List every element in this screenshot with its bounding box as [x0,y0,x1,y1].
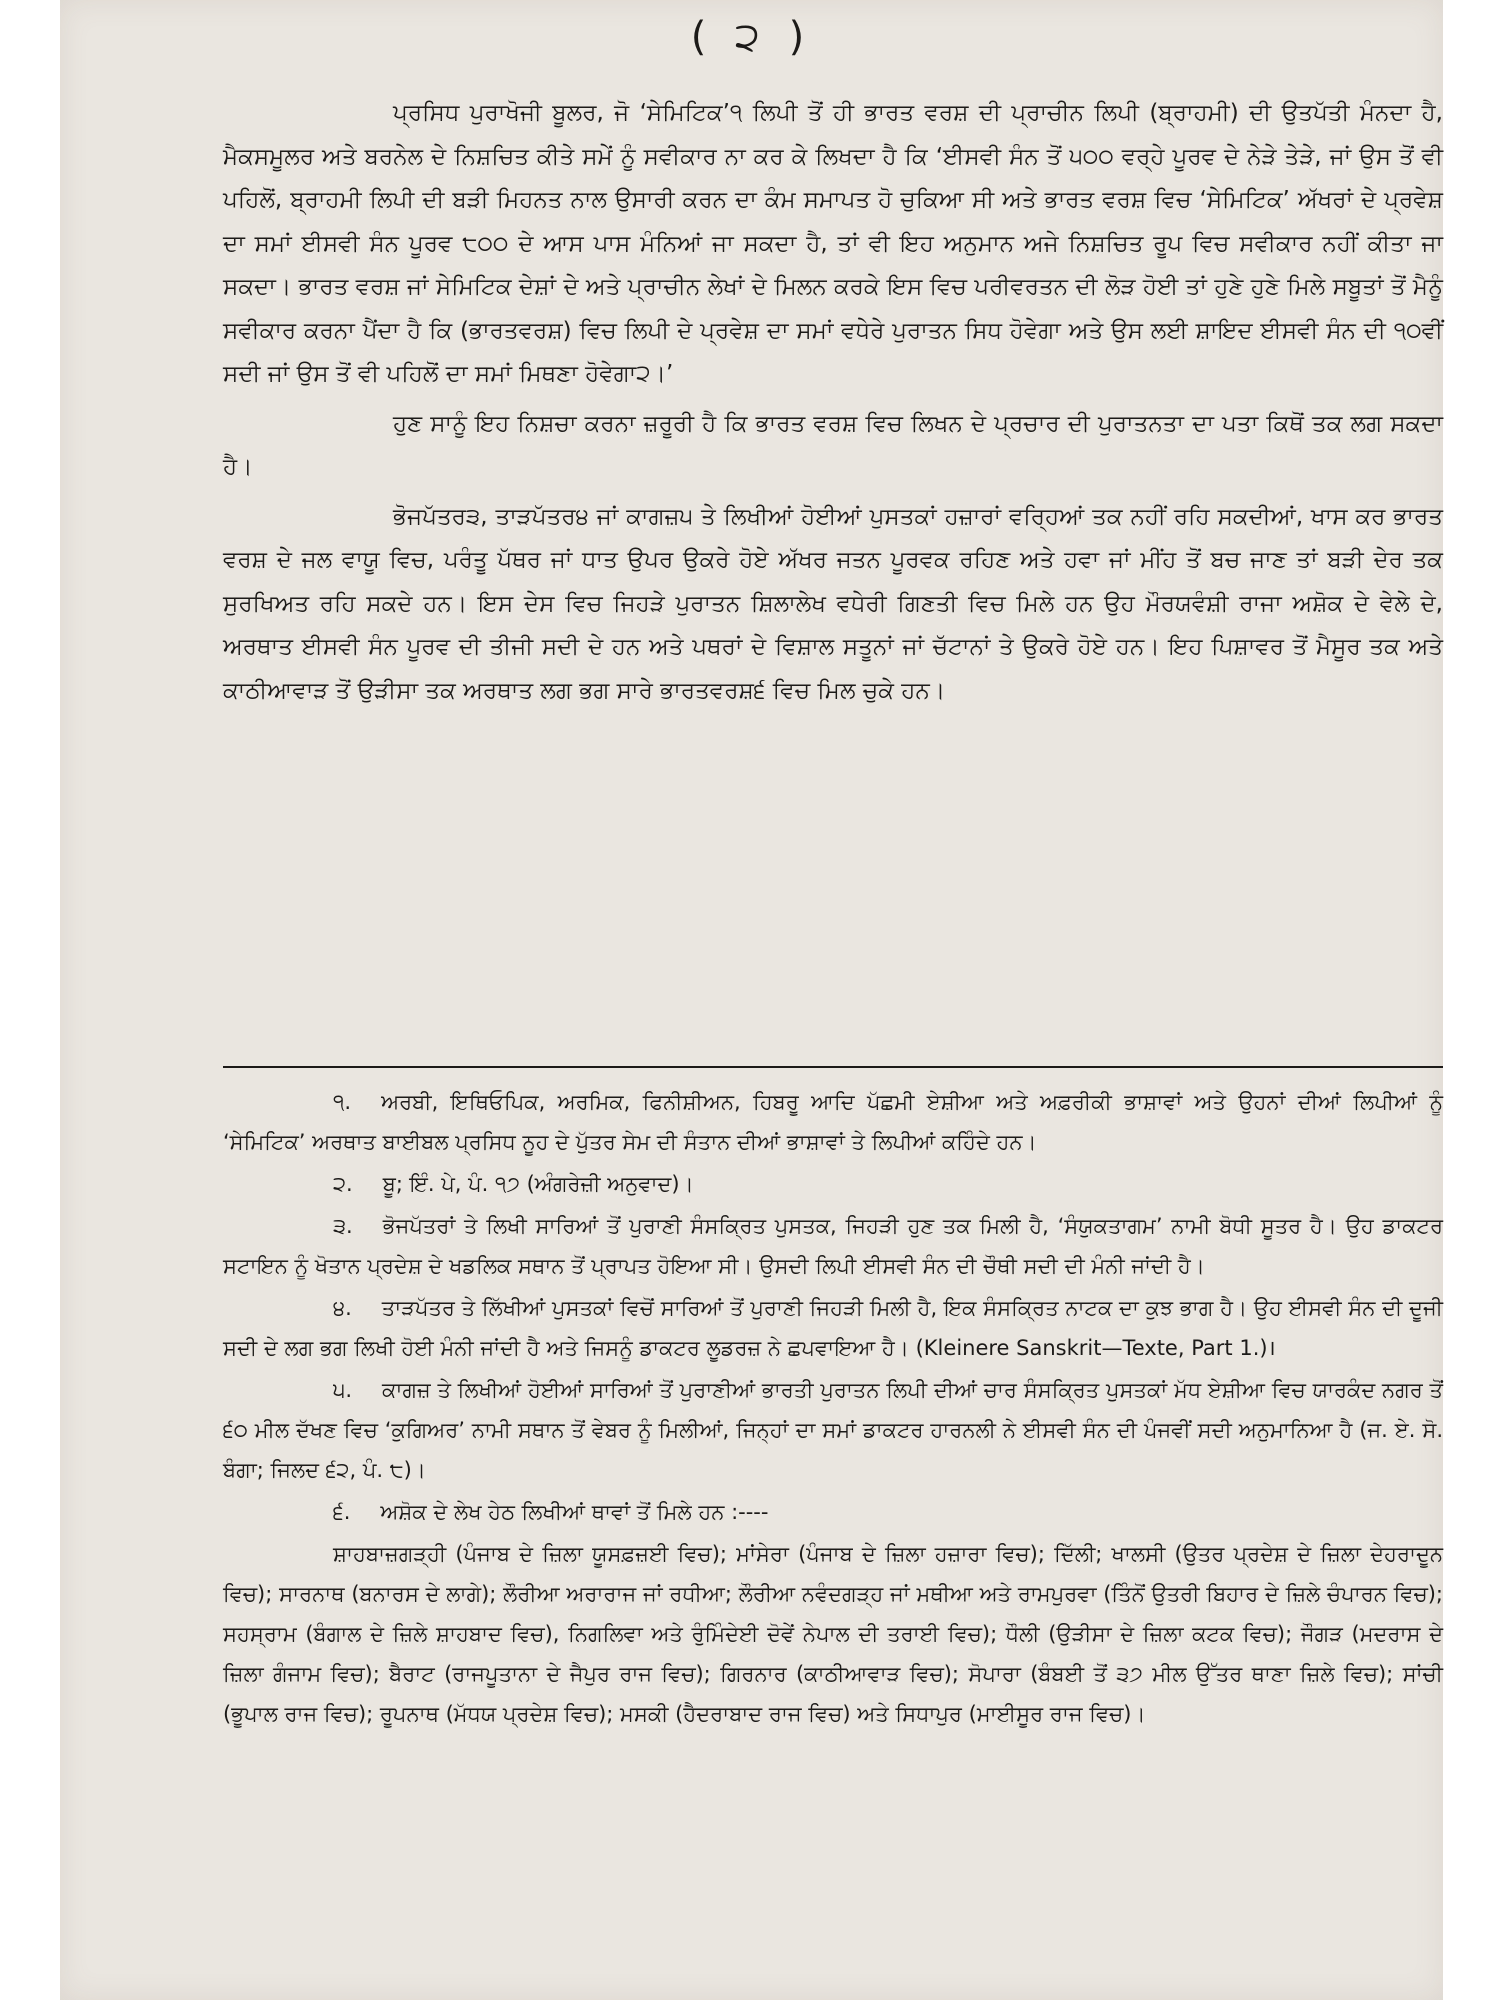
page-number: ( ੨ ) [690,14,813,60]
main-text [223,92,1443,719]
footnote-divider [223,1066,1443,1068]
footnote-text: ਅਰਬੀ, ਇਥਿਓਪਿਕ, ਅਰਮਿਕ, ਫਿਨੀਸ਼ੀਅਨ, ਹਿਬਰੂ ਆਦਿ ਪੱਛਮੀ ਏਸ਼ੀਆ ਅਤੇ ਅਫ਼ਰੀਕੀ ਭਾਸ਼ਾਵਾਂ ਅਤੇ ਉਹਨਾਂ ਦੀਆਂ ਲਿਪੀਆਂ ਨੂੰ ‘ਸੇਮਿਟਿਕ’ ਅਰਥਾਤ ਬਾਈਬਲ ਪ੍ਰਸਿਧ ਨੂਹ ਦੇ ਪੁੱਤਰ ਸੇਮ ਦੀ ਸੰਤਾਨ ਦੀਆਂ ਭਾਸ਼ਾਵਾਂ ਤੇ ਲਿਪੀਆਂ ਕਹਿੰਦੇ ਹਨ। [223,1090,1443,1154]
footnote [223,1082,1443,1162]
footnote [223,1164,1443,1204]
footnote-text: ਬੂ; ਇੰ. ਪੇ, ਪੰ. ੧੭ (ਅੰਗਰੇਜ਼ੀ ਅਨੁਵਾਦ)। [382,1172,694,1196]
footnote [223,1492,1443,1532]
footnote-number: ੨. [333,1172,353,1196]
footnote-number: ੬. [333,1500,351,1524]
footnote-locations-list: ਸ਼ਾਹਬਾਜ਼ਗੜ੍ਹੀ (ਪੰਜਾਬ ਦੇ ਜ਼ਿਲਾ ਯੂਸਫ਼ਜ਼ਈ ਵਿਚ); ਮਾਂਸੇਰਾ (ਪੰਜਾਬ ਦੇ ਜ਼ਿਲਾ ਹਜ਼ਾਰਾ ਵਿਚ); ਦਿੱਲੀ; ਖਾਲਸੀ (ਉਤਰ ਪ੍ਰਦੇਸ਼ ਦੇ ਜ਼ਿਲਾ ਦੇਹਰਾਦੂਨ ਵਿਚ); ਸਾਰਨਾਥ (ਬਨਾਰਸ ਦੇ ਲਾਗੇ); ਲੌਰੀਆ ਅਰਾਰਾਜ ਜਾਂ ਰਧੀਆ; ਲੌਰੀਆ ਨਵੰਦਗੜ੍ਹ ਜਾਂ ਮਥੀਆ ਅਤੇ ਰਾਮਪੁਰਵਾ (ਤਿੰਨੋਂ ਉਤਰੀ ਬਿਹਾਰ ਦੇ ਜ਼ਿਲੇ ਚੰਪਾਰਨ ਵਿਚ); ਸਹਸ੍ਰਾਮ (ਬੰਗਾਲ ਦੇ ਜ਼ਿਲੇ ਸ਼ਾਹਬਾਦ ਵਿਚ), ਨਿਗਲਿਵਾ ਅਤੇ ਰੁੰਮਿੰਦੇਈ ਦੋਵੇਂ ਨੇਪਾਲ ਦੀ ਤਰਾਈ ਵਿਚ); ਧੌਲੀ (ਉੜੀਸਾ ਦੇ ਜ਼ਿਲਾ ਕਟਕ ਵਿਚ); ਜੌਗੜ (ਮਦਰਾਸ ਦੇ ਜ਼ਿਲਾ ਗੰਜਾਮ ਵਿਚ); ਬੈਰਾਟ (ਰਾਜਪੂਤਾਨਾ ਦੇ ਜੈਪੁਰ ਰਾਜ ਵਿਚ); ਗਿਰਨਾਰ (ਕਾਠੀਆਵਾੜ ਵਿਚ); ਸੋਪਾਰਾ (ਬੰਬਈ ਤੋਂ ੩੭ ਮੀਲ ਉੱਤਰ ਥਾਣਾ ਜ਼ਿਲੇ ਵਿਚ); ਸਾਂਚੀ (ਭੂਪਾਲ ਰਾਜ ਵਿਚ); ਰੂਪਨਾਥ (ਮੱਧਯ ਪ੍ਰਦੇਸ਼ ਵਿਚ); ਮਸਕੀ (ਹੈਦਰਾਬਾਦ ਰਾਜ ਵਿਚ) ਅਤੇ ਸਿਧਾਪੁਰ (ਮਾਈਸੂਰ ਰਾਜ ਵਿਚ)। [223,1542,1443,1726]
paragraph: ਪ੍ਰਸਿਧ ਪੁਰਾਖੋਜੀ ਬੂਲਰ, ਜੋ ‘ਸੇਮਿਟਿਕ’੧ ਲਿਪੀ ਤੋਂ ਹੀ ਭਾਰਤ ਵਰਸ਼ ਦੀ ਪ੍ਰਾਚੀਨ ਲਿਪੀ (ਬ੍ਰਾਹਮੀ) ਦੀ ਉਤਪੱਤੀ ਮੰਨਦਾ ਹੈ, ਮੈਕਸਮੂਲਰ ਅਤੇ ਬਰਨੇਲ ਦੇ ਨਿਸ਼ਚਿਤ ਕੀਤੇ ਸਮੇਂ ਨੂੰ ਸਵੀਕਾਰ ਨਾ ਕਰ ਕੇ ਲਿਖਦਾ ਹੈ ਕਿ ‘ਈਸਵੀ ਸੰਨ ਤੋਂ ੫੦੦ ਵਰ੍ਹੇ ਪੂਰਵ ਦੇ ਨੇੜੇ ਤੇੜੇ, ਜਾਂ ਉਸ ਤੋਂ ਵੀ ਪਹਿਲੋਂ, ਬ੍ਰਾਹਮੀ ਲਿਪੀ ਦੀ ਬੜੀ ਮਿਹਨਤ ਨਾਲ ਉਸਾਰੀ ਕਰਨ ਦਾ ਕੰਮ ਸਮਾਪਤ ਹੋ ਚੁਕਿਆ ਸੀ ਅਤੇ ਭਾਰਤ ਵਰਸ਼ ਵਿਚ ‘ਸੇਮਿਟਿਕ’ ਅੱਖਰਾਂ ਦੇ ਪ੍ਰਵੇਸ਼ ਦਾ ਸਮਾਂ ਈਸਵੀ ਸੰਨ ਪੂਰਵ ੮੦੦ ਦੇ ਆਸ ਪਾਸ ਮੰਨਿਆਂ ਜਾ ਸਕਦਾ ਹੈ, ਤਾਂ ਵੀ ਇਹ ਅਨੁਮਾਨ ਅਜੇ ਨਿਸ਼ਚਿਤ ਰੂਪ ਵਿਚ ਸਵੀਕਾਰ ਨਹੀਂ ਕੀਤਾ ਜਾ ਸਕਦਾ। ਭਾਰਤ ਵਰਸ਼ ਜਾਂ ਸੇਮਿਟਿਕ ਦੇਸ਼ਾਂ ਦੇ ਅਤੇ ਪ੍ਰਾਚੀਨ ਲੇਖਾਂ ਦੇ ਮਿਲਨ ਕਰਕੇ ਇਸ ਵਿਚ ਪਰੀਵਰਤਨ ਦੀ ਲੋੜ ਹੋਈ ਤਾਂ ਹੁਣੇ ਹੁਣੇ ਮਿਲੇ ਸਬੂਤਾਂ ਤੋਂ ਮੈਨੂੰ ਸਵੀਕਾਰ ਕਰਨਾ ਪੈਂਦਾ ਹੈ ਕਿ (ਭਾਰਤਵਰਸ਼) ਵਿਚ ਲਿਪੀ ਦੇ ਪ੍ਰਵੇਸ਼ ਦਾ ਸਮਾਂ ਵਧੇਰੇ ਪੁਰਾਤਨ ਸਿਧ ਹੋਵੇਗਾ ਅਤੇ ਉਸ ਲਈ ਸ਼ਾਇਦ ਈਸਵੀ ਸੰਨ ਦੀ ੧੦ਵੀਂ ਸਦੀ ਜਾਂ ਉਸ ਤੋਂ ਵੀ ਪਹਿਲੋਂ ਦਾ ਸਮਾਂ ਮਿਥਣਾ ਹੋਵੇਗਾ੨।’ [223,100,1443,387]
footnote-number: ੩. [333,1214,353,1238]
footnotes [223,1082,1443,1734]
footnote-number: ੪. [333,1296,352,1320]
paragraph: ਹੁਣ ਸਾਨੂੰ ਇਹ ਨਿਸ਼ਚਾ ਕਰਨਾ ਜ਼ਰੂਰੀ ਹੈ ਕਿ ਭਾਰਤ ਵਰਸ਼ ਵਿਚ ਲਿਖਨ ਦੇ ਪ੍ਰਚਾਰ ਦੀ ਪੁਰਾਤਨਤਾ ਦਾ ਪਤਾ ਕਿਥੋਂ ਤਕ ਲਗ ਸਕਦਾ ਹੈ। [223,410,1443,480]
footnote-text: ਅਸ਼ੋਕ ਦੇ ਲੇਖ ਹੇਠ ਲਿਖੀਆਂ ਥਾਵਾਂ ਤੋਂ ਮਿਲੇ ਹਨ :---- [380,1500,769,1524]
footnote [223,1288,1443,1368]
book-page [60,0,1443,2000]
footnote-number: ੧. [333,1090,352,1114]
footnote-text: ਭੋਜਪੱਤਰਾਂ ਤੇ ਲਿਖੀ ਸਾਰਿਆਂ ਤੋਂ ਪੁਰਾਣੀ ਸੰਸਕ੍ਰਿਤ ਪੁਸਤਕ, ਜਿਹੜੀ ਹੁਣ ਤਕ ਮਿਲੀ ਹੈ, ‘ਸੰਯੁਕਤਾਗਮ’ ਨਾਮੀ ਬੋਧੀ ਸੂਤਰ ਹੈ। ਉਹ ਡਾਕਟਰ ਸਟਾਇਨ ਨੂੰ ਖੋਤਾਨ ਪ੍ਰਦੇਸ਼ ਦੇ ਖਡਲਿਕ ਸਥਾਨ ਤੋਂ ਪ੍ਰਾਪਤ ਹੋਇਆ ਸੀ। ਉਸਦੀ ਲਿਪੀ ਈਸਵੀ ਸੰਨ ਦੀ ਚੌਥੀ ਸਦੀ ਦੀ ਮੰਨੀ ਜਾਂਦੀ ਹੈ। [223,1214,1443,1278]
footnote [223,1206,1443,1286]
paragraph: ਭੋਜਪੱਤਰ੩, ਤਾੜਪੱਤਰ੪ ਜਾਂ ਕਾਗਜ਼੫ ਤੇ ਲਿਖੀਆਂ ਹੋਈਆਂ ਪੁਸਤਕਾਂ ਹਜ਼ਾਰਾਂ ਵਰ੍ਹਿਆਂ ਤਕ ਨਹੀਂ ਰਹਿ ਸਕਦੀਆਂ, ਖਾਸ ਕਰ ਭਾਰਤ ਵਰਸ਼ ਦੇ ਜਲ ਵਾਯੂ ਵਿਚ, ਪਰੰਤੂ ਪੱਥਰ ਜਾਂ ਧਾਤ ਉਪਰ ਉਕਰੇ ਹੋਏ ਅੱਖਰ ਜਤਨ ਪੂਰਵਕ ਰਹਿਣ ਅਤੇ ਹਵਾ ਜਾਂ ਮੀਂਹ ਤੋਂ ਬਚ ਜਾਣ ਤਾਂ ਬੜੀ ਦੇਰ ਤਕ ਸੁਰਖਿਅਤ ਰਹਿ ਸਕਦੇ ਹਨ। ਇਸ ਦੇਸ ਵਿਚ ਜਿਹੜੇ ਪੁਰਾਤਨ ਸ਼ਿਲਾਲੇਖ ਵਧੇਰੀ ਗਿਣਤੀ ਵਿਚ ਮਿਲੇ ਹਨ ਉਹ ਮੌਰਯਵੰਸ਼ੀ ਰਾਜਾ ਅਸ਼ੋਕ ਦੇ ਵੇਲੇ ਦੇ, ਅਰਥਾਤ ਈਸਵੀ ਸੰਨ ਪੂਰਵ ਦੀ ਤੀਜੀ ਸਦੀ ਦੇ ਹਨ ਅਤੇ ਪਥਰਾਂ ਦੇ ਵਿਸ਼ਾਲ ਸਤੂਨਾਂ ਜਾਂ ਚੱਟਾਨਾਂ ਤੇ ਉਕਰੇ ਹੋਏ ਹਨ। ਇਹ ਪਿਸ਼ਾਵਰ ਤੋਂ ਮੈਸੂਰ ਤਕ ਅਤੇ ਕਾਠੀਆਵਾੜ ਤੋਂ ਉੜੀਸਾ ਤਕ ਅਰਥਾਤ ਲਗ ਭਗ ਸਾਰੇ ਭਾਰਤਵਰਸ਼੬ ਵਿਚ ਮਿਲ ਚੁਕੇ ਹਨ। [223,503,1443,704]
footnote-text: ਕਾਗਜ਼ ਤੇ ਲਿਖੀਆਂ ਹੋਈਆਂ ਸਾਰਿਆਂ ਤੋਂ ਪੁਰਾਣੀਆਂ ਭਾਰਤੀ ਪੁਰਾਤਨ ਲਿਪੀ ਦੀਆਂ ਚਾਰ ਸੰਸਕ੍ਰਿਤ ਪੁਸਤਕਾਂ ਮੱਧ ਏਸ਼ੀਆ ਵਿਚ ਯਾਰਕੰਦ ਨਗਰ ਤੋਂ ੬੦ ਮੀਲ ਦੱਖਣ ਵਿਚ ‘ਕੁਗਿਅਰ’ ਨਾਮੀ ਸਥਾਨ ਤੋਂ ਵੇਬਰ ਨੂੰ ਮਿਲੀਆਂ, ਜਿਨ੍ਹਾਂ ਦਾ ਸਮਾਂ ਡਾਕਟਰ ਹਾਰਨਲੀ ਨੇ ਈਸਵੀ ਸੰਨ ਦੀ ਪੰਜਵੀਂ ਸਦੀ ਅਨੁਮਾਨਿਆ ਹੈ (ਜ. ਏ. ਸੋ. ਬੰਗਾ; ਜਿਲਦ ੬੨, ਪੰ. ੮)। [223,1378,1443,1482]
footnote-text: ਤਾੜਪੱਤਰ ਤੇ ਲਿੱਖੀਆਂ ਪੁਸਤਕਾਂ ਵਿਚੋਂ ਸਾਰਿਆਂ ਤੋਂ ਪੁਰਾਣੀ ਜਿਹੜੀ ਮਿਲੀ ਹੈ, ਇਕ ਸੰਸਕ੍ਰਿਤ ਨਾਟਕ ਦਾ ਕੁਝ ਭਾਗ ਹੈ। ਉਹ ਈਸਵੀ ਸੰਨ ਦੀ ਦੂਜੀ ਸਦੀ ਦੇ ਲਗ ਭਗ ਲਿਖੀ ਹੋਈ ਮੰਨੀ ਜਾਂਦੀ ਹੈ ਅਤੇ ਜਿਸਨੂੰ ਡਾਕਟਰ ਲੂਡਰਜ਼ ਨੇ ਛਪਵਾਇਆ ਹੈ। (Kleinere Sanskrit—Texte, Part 1.)। [223,1296,1443,1360]
footnote-number: ੫. [333,1378,353,1402]
footnote [223,1370,1443,1490]
